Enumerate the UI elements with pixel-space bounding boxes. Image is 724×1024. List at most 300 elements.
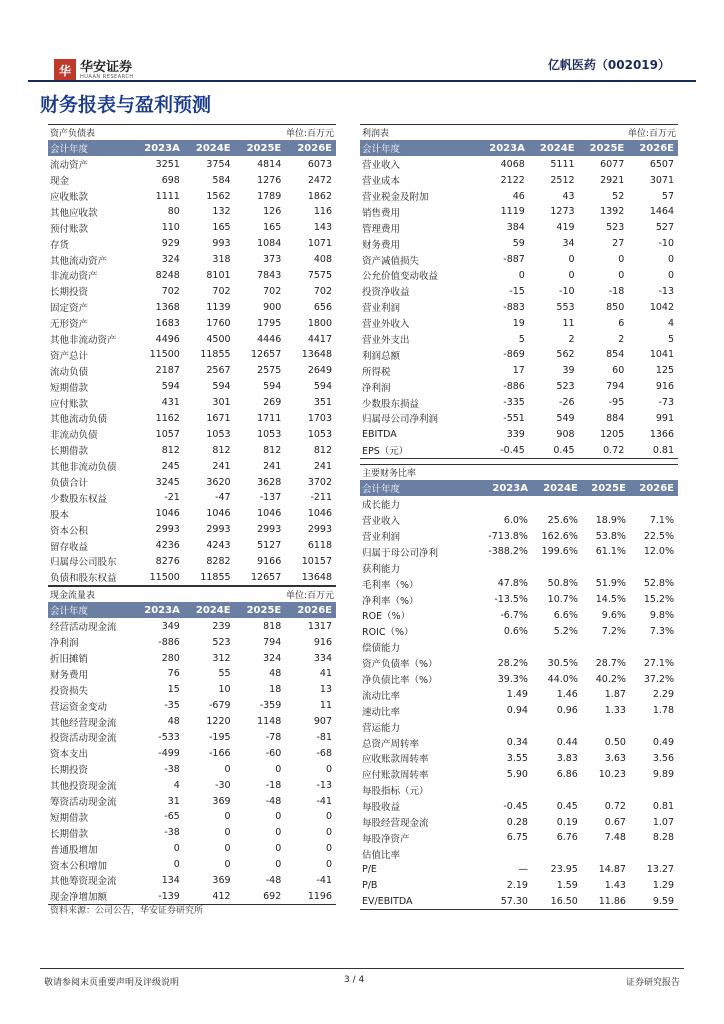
source-note: 资料来源：公司公告，华安证券研究所 bbox=[50, 906, 204, 916]
table-row bbox=[360, 814, 678, 830]
table-row bbox=[48, 474, 336, 490]
row-value: 562 bbox=[556, 349, 575, 361]
row-value: 692 bbox=[235, 888, 286, 904]
row-value: 1760 bbox=[206, 317, 231, 329]
row-value: 1392 bbox=[600, 206, 625, 218]
row-value: 1.29 bbox=[652, 880, 674, 892]
row-value: 3.63 bbox=[604, 752, 626, 764]
row-value: 1148 bbox=[257, 716, 282, 728]
row-value: 7.2% bbox=[601, 625, 626, 637]
row-value: 7575 bbox=[307, 269, 332, 281]
row-label: 营业收入 bbox=[362, 160, 401, 172]
table-row bbox=[360, 671, 678, 687]
row-label: 获利能力 bbox=[362, 563, 401, 575]
row-value: 2575 bbox=[257, 365, 282, 377]
row-value: 0 bbox=[275, 843, 282, 855]
row-label: 其他流动负债 bbox=[50, 414, 108, 426]
row-value: 11500 bbox=[132, 569, 184, 585]
row-value: 61.1% bbox=[595, 546, 626, 558]
row-value: -26 bbox=[559, 397, 575, 409]
row-value: 408 bbox=[313, 254, 332, 266]
row-value: 312 bbox=[212, 652, 231, 664]
table-header-row bbox=[48, 140, 336, 156]
row-label: 现金净增加额 bbox=[48, 888, 132, 904]
row-value: 52 bbox=[612, 190, 625, 202]
row-value: 40.2% bbox=[595, 673, 626, 685]
row-value: 1.43 bbox=[604, 880, 626, 892]
row-value: 241 bbox=[212, 460, 231, 472]
header-year: 2025E bbox=[235, 602, 286, 618]
row-value: 0.96 bbox=[556, 705, 578, 717]
row-value: 280 bbox=[161, 652, 180, 664]
row-value: 3071 bbox=[649, 174, 674, 186]
row-value: 0 bbox=[275, 811, 282, 823]
row-value: 9166 bbox=[257, 555, 282, 567]
row-value: 13648 bbox=[285, 569, 336, 585]
row-label: 固定资产 bbox=[50, 303, 89, 315]
row-value: 0.81 bbox=[628, 442, 678, 458]
row-value: 9.8% bbox=[649, 609, 674, 621]
row-value: 13 bbox=[319, 684, 332, 696]
row-value: 1041 bbox=[649, 349, 674, 361]
row-value: 0.19 bbox=[556, 816, 578, 828]
row-value: 1789 bbox=[257, 190, 282, 202]
row-value: 50.8% bbox=[547, 578, 578, 590]
row-value: 324 bbox=[161, 254, 180, 266]
table-row bbox=[48, 745, 336, 761]
row-value: -139 bbox=[132, 888, 184, 904]
table-row bbox=[48, 777, 336, 793]
row-value: 2649 bbox=[307, 365, 332, 377]
row-value: 8101 bbox=[206, 269, 231, 281]
row-value: 6.76 bbox=[556, 832, 578, 844]
table-row bbox=[360, 576, 678, 592]
row-label: 管理费用 bbox=[362, 223, 401, 235]
row-value: 993 bbox=[212, 238, 231, 250]
row-value: 369 bbox=[212, 795, 231, 807]
header-year: 2023A bbox=[478, 480, 532, 496]
row-value: 6507 bbox=[649, 158, 674, 170]
table-row bbox=[360, 188, 678, 204]
row-value: 0.49 bbox=[652, 737, 674, 749]
row-value bbox=[630, 496, 678, 512]
company-logo bbox=[54, 59, 134, 81]
row-value: 1196 bbox=[285, 888, 336, 904]
table-row bbox=[48, 426, 336, 442]
row-label: 净利润 bbox=[50, 638, 79, 650]
row-value bbox=[582, 846, 630, 862]
row-value: 57 bbox=[661, 190, 674, 202]
row-value: 7843 bbox=[257, 269, 282, 281]
row-value: 1.07 bbox=[652, 816, 674, 828]
row-label: 资本公积增加 bbox=[50, 860, 108, 872]
row-value: 15 bbox=[167, 684, 180, 696]
row-value: 80 bbox=[167, 206, 180, 218]
table-row bbox=[360, 220, 678, 236]
row-value: 3.56 bbox=[652, 752, 674, 764]
table-row bbox=[48, 841, 336, 857]
header-year: 2023A bbox=[132, 140, 184, 156]
row-value: 850 bbox=[606, 301, 625, 313]
row-value: 1464 bbox=[649, 206, 674, 218]
row-value: 0.81 bbox=[652, 800, 674, 812]
row-value: 1.49 bbox=[506, 689, 528, 701]
row-value: 3754 bbox=[206, 158, 231, 170]
row-label: P/B bbox=[362, 880, 378, 892]
footer-report-type: 证券研究报告 bbox=[625, 978, 680, 988]
table-row bbox=[48, 363, 336, 379]
row-value: 907 bbox=[313, 716, 332, 728]
row-value: 4243 bbox=[206, 540, 231, 552]
table-row bbox=[360, 544, 678, 560]
page-number: 3 / 4 bbox=[344, 975, 365, 985]
row-value: 1.46 bbox=[556, 689, 578, 701]
row-value bbox=[582, 496, 630, 512]
row-value: 10.7% bbox=[547, 594, 578, 606]
row-label: 投资损失 bbox=[50, 685, 89, 697]
row-value: 2993 bbox=[307, 524, 332, 536]
table-row bbox=[48, 888, 336, 904]
header-year: 2025E bbox=[579, 140, 629, 156]
row-value: 8.28 bbox=[652, 832, 674, 844]
row-value: 4814 bbox=[257, 158, 282, 170]
row-value: 1.87 bbox=[604, 689, 626, 701]
row-value: -679 bbox=[208, 700, 231, 712]
row-value: 0 bbox=[275, 763, 282, 775]
financial-ratios-table bbox=[360, 464, 678, 910]
row-value: 0 bbox=[224, 859, 231, 871]
row-value: 27 bbox=[612, 238, 625, 250]
row-value: 3.55 bbox=[506, 752, 528, 764]
table-row bbox=[48, 379, 336, 395]
row-value: 351 bbox=[313, 397, 332, 409]
row-label: 普通股增加 bbox=[50, 844, 98, 856]
row-value: -35 bbox=[164, 700, 180, 712]
table-unit bbox=[532, 465, 678, 481]
row-value bbox=[582, 719, 630, 735]
row-value: 1046 bbox=[257, 508, 282, 520]
row-value: 57.30 bbox=[478, 894, 532, 910]
row-value: 0 bbox=[325, 811, 332, 823]
row-value: 2993 bbox=[155, 524, 180, 536]
row-label: 流动负债 bbox=[50, 366, 89, 378]
header-year: 2024E bbox=[184, 140, 235, 156]
row-value: 125 bbox=[655, 365, 674, 377]
row-value: 1111 bbox=[155, 190, 180, 202]
row-value: 1071 bbox=[307, 238, 332, 250]
row-value: 52.8% bbox=[643, 578, 674, 590]
row-value: 702 bbox=[161, 285, 180, 297]
table-row bbox=[360, 363, 678, 379]
table-row bbox=[360, 735, 678, 751]
row-label: 净利润 bbox=[362, 382, 391, 394]
row-value: 134 bbox=[161, 874, 180, 886]
row-label: 速动比率 bbox=[362, 706, 401, 718]
row-value: 11855 bbox=[184, 569, 235, 585]
row-value: -13.5% bbox=[494, 594, 528, 606]
row-value: 0.6% bbox=[503, 625, 528, 637]
table-caption-row bbox=[360, 465, 678, 481]
row-value: 412 bbox=[184, 888, 235, 904]
row-value: 0 bbox=[667, 254, 674, 266]
header-year: 2026E bbox=[630, 480, 678, 496]
row-value: 27.1% bbox=[643, 657, 674, 669]
row-value bbox=[478, 496, 532, 512]
row-value: 1139 bbox=[206, 301, 231, 313]
row-value: -41 bbox=[316, 795, 332, 807]
row-value bbox=[582, 639, 630, 655]
table-row bbox=[48, 315, 336, 331]
table-row bbox=[360, 623, 678, 639]
row-value: 527 bbox=[655, 222, 674, 234]
row-value: -335 bbox=[503, 397, 525, 409]
row-value bbox=[630, 782, 678, 798]
row-value: -60 bbox=[265, 747, 282, 759]
row-value: 301 bbox=[212, 397, 231, 409]
row-value: -65 bbox=[164, 811, 180, 823]
row-value: 594 bbox=[263, 381, 282, 393]
table-unit: 单位:百万元 bbox=[184, 587, 336, 603]
row-value: 0 bbox=[325, 763, 332, 775]
header-year: 2026E bbox=[285, 140, 336, 156]
table-row bbox=[48, 554, 336, 570]
table-unit: 单位:百万元 bbox=[184, 125, 336, 141]
row-value: 4417 bbox=[307, 333, 332, 345]
row-value: 373 bbox=[263, 254, 282, 266]
row-label: 应付账款周转率 bbox=[362, 770, 429, 782]
row-value: 11.86 bbox=[582, 894, 630, 910]
header-label: 会计年度 bbox=[48, 602, 132, 618]
cash-flow-table bbox=[48, 586, 336, 905]
row-value: 239 bbox=[212, 620, 231, 632]
row-value: 7.48 bbox=[604, 832, 626, 844]
row-value: 916 bbox=[313, 636, 332, 648]
row-label: 流动比率 bbox=[362, 690, 401, 702]
row-value: -195 bbox=[208, 731, 231, 743]
row-value: 1053 bbox=[206, 428, 231, 440]
row-label: 每股指标（元） bbox=[362, 786, 429, 798]
row-value: -48 bbox=[265, 874, 282, 886]
row-label: EBITDA bbox=[362, 428, 397, 440]
row-label: 折旧摊销 bbox=[50, 654, 89, 665]
row-value: 549 bbox=[556, 412, 575, 424]
table-row bbox=[48, 666, 336, 682]
row-value: 8276 bbox=[155, 555, 180, 567]
row-value: 2993 bbox=[257, 524, 282, 536]
row-value: 1057 bbox=[155, 428, 180, 440]
row-label: 营业税金及附加 bbox=[362, 192, 429, 203]
table-row bbox=[48, 172, 336, 188]
row-label: 应收账款 bbox=[50, 192, 89, 203]
row-label: 营运资金变动 bbox=[50, 701, 108, 713]
table-row bbox=[48, 873, 336, 889]
row-value: 11 bbox=[562, 317, 575, 329]
row-value bbox=[630, 639, 678, 655]
row-value: 1276 bbox=[257, 174, 282, 186]
table-row bbox=[360, 703, 678, 719]
row-value: 2921 bbox=[600, 174, 625, 186]
table-row bbox=[360, 655, 678, 671]
row-value: -0.45 bbox=[478, 442, 529, 458]
row-value bbox=[532, 782, 582, 798]
table-row bbox=[48, 268, 336, 284]
table-header-row bbox=[48, 602, 336, 618]
row-value bbox=[630, 719, 678, 735]
row-value: 10 bbox=[218, 684, 231, 696]
row-label: EPS（元） bbox=[360, 442, 478, 458]
row-value: 48 bbox=[269, 668, 282, 680]
row-value: 1162 bbox=[155, 412, 180, 424]
row-value: 854 bbox=[606, 349, 625, 361]
row-value: 2.19 bbox=[506, 880, 528, 892]
row-label: 非流动负债 bbox=[50, 430, 98, 442]
row-value: 1084 bbox=[257, 238, 282, 250]
row-value: 3.83 bbox=[556, 752, 578, 764]
row-value: 14.5% bbox=[595, 594, 626, 606]
table-row bbox=[48, 714, 336, 730]
row-value: 53.8% bbox=[595, 530, 626, 542]
row-value: -68 bbox=[316, 747, 332, 759]
row-label: 其他经营现金流 bbox=[50, 717, 117, 729]
table-row bbox=[360, 766, 678, 782]
table-row bbox=[360, 608, 678, 624]
row-value: -95 bbox=[608, 397, 625, 409]
row-label: 少数股东权益 bbox=[50, 493, 108, 505]
row-value: 59 bbox=[512, 238, 525, 250]
row-value: -73 bbox=[658, 397, 674, 409]
row-label: 负债和股东权益 bbox=[48, 569, 132, 585]
row-value: 318 bbox=[212, 254, 231, 266]
row-value: 4236 bbox=[155, 540, 180, 552]
table-row bbox=[48, 522, 336, 538]
row-label: 无形资产 bbox=[50, 319, 89, 331]
row-value: 794 bbox=[263, 636, 282, 648]
row-value: 0.44 bbox=[556, 737, 578, 749]
row-value: 8282 bbox=[206, 555, 231, 567]
row-value bbox=[478, 719, 532, 735]
table-row bbox=[360, 528, 678, 544]
row-value: 0 bbox=[173, 859, 180, 871]
row-label: 营业外支出 bbox=[362, 335, 410, 347]
row-value: 17 bbox=[512, 365, 525, 377]
row-value: 0 bbox=[224, 811, 231, 823]
table-caption: 利润表 bbox=[360, 125, 529, 141]
row-value: 1711 bbox=[257, 412, 282, 424]
footer-divider bbox=[40, 968, 684, 969]
logo-mark: 华 bbox=[54, 59, 76, 81]
row-value: 0 bbox=[275, 827, 282, 839]
row-label: 利润总额 bbox=[362, 350, 401, 362]
row-value: 2 bbox=[618, 333, 625, 345]
row-value: 1042 bbox=[649, 301, 674, 313]
logo-text: 华安证券 bbox=[80, 59, 133, 75]
row-value: 12657 bbox=[235, 569, 286, 585]
table-row bbox=[360, 268, 678, 284]
row-label: 预付账款 bbox=[50, 223, 89, 235]
row-value: 13648 bbox=[301, 349, 332, 361]
table-row bbox=[360, 299, 678, 315]
table-row bbox=[360, 878, 678, 894]
table-caption-row bbox=[48, 125, 336, 141]
row-label: ROE（%） bbox=[362, 611, 411, 623]
row-value: 818 bbox=[263, 620, 282, 632]
row-value: 339 bbox=[506, 428, 525, 440]
row-value: 1205 bbox=[600, 428, 625, 440]
row-value: 11855 bbox=[200, 349, 231, 361]
row-value: 369 bbox=[212, 874, 231, 886]
row-value: 523 bbox=[606, 222, 625, 234]
table-row bbox=[48, 793, 336, 809]
row-value: 553 bbox=[556, 301, 575, 313]
row-value: 0.72 bbox=[579, 442, 629, 458]
row-value: 702 bbox=[313, 285, 332, 297]
row-value: -166 bbox=[208, 747, 231, 759]
row-label: 长期投资 bbox=[50, 287, 89, 299]
table-row bbox=[48, 538, 336, 554]
row-value: 4500 bbox=[206, 333, 231, 345]
row-value: 1046 bbox=[155, 508, 180, 520]
row-value: 702 bbox=[212, 285, 231, 297]
header-year: 2025E bbox=[582, 480, 630, 496]
row-value: 324 bbox=[263, 652, 282, 664]
row-label: 短期借款 bbox=[50, 812, 89, 824]
header-label: 会计年度 bbox=[360, 480, 478, 496]
row-value: 1317 bbox=[307, 620, 332, 632]
row-value: -869 bbox=[503, 349, 525, 361]
row-value: -883 bbox=[503, 301, 525, 313]
row-value: 14.87 bbox=[598, 864, 626, 876]
row-value: 698 bbox=[161, 174, 180, 186]
row-label: 所得税 bbox=[362, 366, 391, 378]
row-value: 916 bbox=[655, 381, 674, 393]
row-value: 241 bbox=[313, 460, 332, 472]
header-year: 2023A bbox=[478, 140, 529, 156]
table-row bbox=[48, 236, 336, 252]
row-value: 0 bbox=[568, 254, 575, 266]
row-value: 5 bbox=[518, 333, 525, 345]
row-label: 资本公积 bbox=[50, 525, 89, 537]
table-row bbox=[360, 411, 678, 427]
table-row bbox=[48, 283, 336, 299]
row-value: 2.29 bbox=[652, 689, 674, 701]
row-value: 3620 bbox=[206, 476, 231, 488]
row-value: 431 bbox=[161, 397, 180, 409]
row-value: 46 bbox=[512, 190, 525, 202]
row-value: 3251 bbox=[155, 158, 180, 170]
row-value: 41 bbox=[319, 668, 332, 680]
row-value: 132 bbox=[212, 206, 231, 218]
table-row bbox=[48, 490, 336, 506]
table-row bbox=[48, 809, 336, 825]
row-value: 1273 bbox=[550, 206, 575, 218]
header-label: 会计年度 bbox=[360, 140, 478, 156]
table-row bbox=[360, 798, 678, 814]
row-value: 6118 bbox=[307, 540, 332, 552]
row-value: -6.7% bbox=[500, 609, 528, 621]
row-value: 1562 bbox=[206, 190, 231, 202]
row-value: 76 bbox=[167, 668, 180, 680]
row-label: 投资净收益 bbox=[362, 287, 410, 299]
row-label: 其他投资现金流 bbox=[50, 781, 117, 793]
table-row bbox=[360, 347, 678, 363]
row-value: 1862 bbox=[307, 190, 332, 202]
row-value: 162.6% bbox=[541, 530, 578, 542]
table-row bbox=[48, 825, 336, 841]
row-value: 1119 bbox=[500, 206, 525, 218]
row-value bbox=[532, 560, 582, 576]
row-value: 165 bbox=[212, 222, 231, 234]
row-value: 0 bbox=[325, 827, 332, 839]
